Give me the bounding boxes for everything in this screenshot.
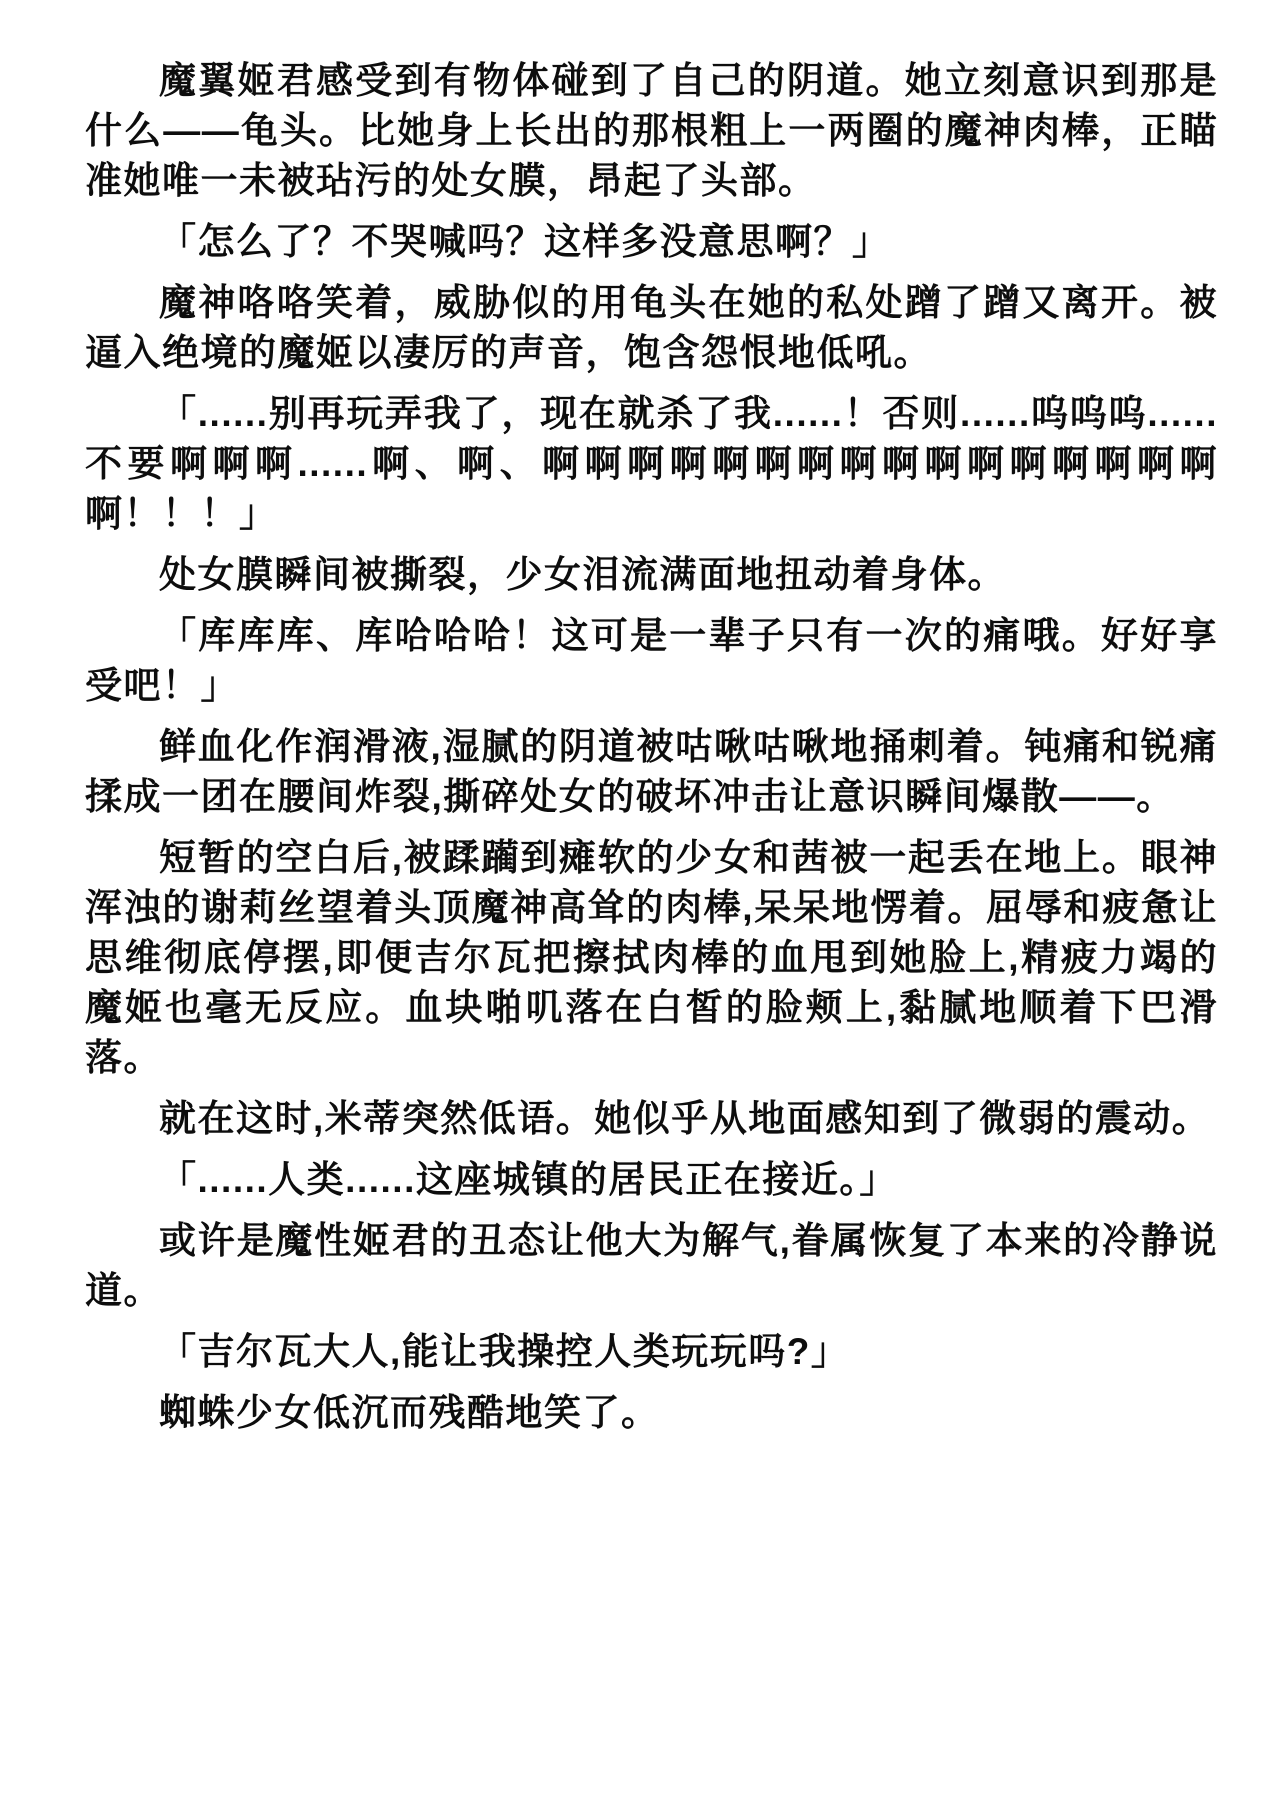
- dialogue-paragraph: 「吉尔瓦大人,能让我操控人类玩玩吗?」: [159, 1331, 850, 1372]
- narration-paragraph: 魔翼姬君感受到有物体碰到了自己的阴道。她立刻意识到那是什么——龟头。比她身上长出的那根粗上一两圈的魔神肉棒，正瞄准她唯一未被玷污的处女膜，昂起了头部。: [85, 60, 1218, 201]
- dialogue-paragraph: 「库库库、库哈哈哈！这可是一辈子只有一次的痛哦。好好享受吧！」: [85, 615, 1218, 706]
- narration-paragraph: 或许是魔性姬君的丑态让他大为解气,眷属恢复了本来的冷静说道。: [85, 1220, 1218, 1311]
- narration-paragraph: 鲜血化作润滑液,湿腻的阴道被咕啾咕啾地捅刺着。钝痛和锐痛揉成一团在腰间炸裂,撕碎处女的破坏冲击让意识瞬间爆散——。: [85, 726, 1218, 817]
- narration-paragraph: 短暂的空白后,被蹂躏到瘫软的少女和茜被一起丢在地上。眼神浑浊的谢莉丝望着头顶魔神高耸的肉棒,呆呆地愣着。屈辱和疲惫让思维彻底停摆,即便吉尔瓦把擦拭肉棒的血甩到她脸上,精疲力竭的魔姬也毫无反应。血块啪叽落在白皙的脸颊上,黏腻地顺着下巴滑落。: [85, 837, 1218, 1078]
- dialogue-paragraph: 「......别再玩弄我了，现在就杀了我......！否则......呜呜呜......不要啊啊啊......啊、啊、啊啊啊啊啊啊啊啊啊啊啊啊啊啊啊啊啊！！！」: [85, 393, 1218, 534]
- page-content: [85, 56, 1218, 1438]
- narration-paragraph: 魔神咯咯笑着，威胁似的用龟头在她的私处蹭了蹭又离开。被逼入绝境的魔姬以凄厉的声音，饱含怨恨地低吼。: [85, 282, 1218, 373]
- narration-paragraph: 处女膜瞬间被撕裂，少女泪流满面地扭动着身体。: [159, 554, 1006, 595]
- dialogue-paragraph: 「怎么了？不哭喊吗？这样多没意思啊？」: [159, 221, 891, 262]
- narration-paragraph: 就在这时,米蒂突然低语。她似乎从地面感知到了微弱的震动。: [159, 1098, 1211, 1139]
- dialogue-paragraph: 「......人类......这座城镇的居民正在接近。」: [159, 1159, 898, 1200]
- narration-paragraph: 蜘蛛少女低沉而残酷地笑了。: [159, 1392, 660, 1433]
